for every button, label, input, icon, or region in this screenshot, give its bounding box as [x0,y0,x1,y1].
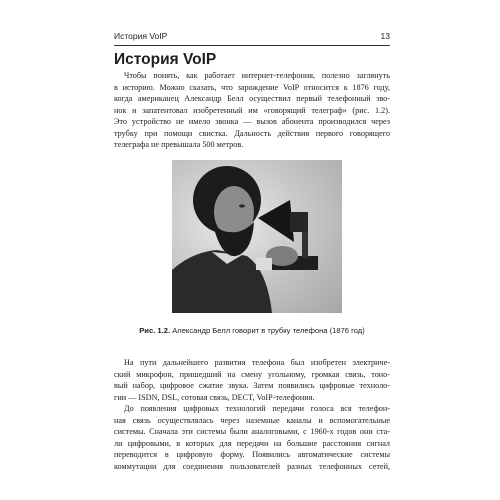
page-number: 13 [380,31,390,41]
paragraph-3-line: До появления цифровых технологий передачи голоса вся телефон- [124,404,390,413]
running-header-section: История VoIP [114,31,168,41]
figure-label: Рис. 1.2. [139,326,171,335]
paragraph-3-line: коммутации для соединения пользователей разных телефонных сетей, [114,461,390,471]
paragraph-2-line: ский микрофон, пришедший на смену угольному, громкая связь, тоно- [114,369,390,379]
header-divider [114,45,390,46]
paragraph-1-line: Чтобы понять, как работает интернет-телефония, полезно заглянуть [124,71,390,80]
paragraph-3-line: системы. Сначала эти системы были аналоговыми, с 1960-х годов они ста- [114,427,390,437]
paragraph-2-line: гии — ISDN, DSL, сотовая связь, DECT, VoIP-телефония. [114,392,315,402]
paragraph-2-line: вый набор, цифровое сжатие звука. Затем появились цифровые техноло- [114,381,390,391]
figure-photo-bell-telephone [172,160,342,313]
paragraph-1-line: телеграфа не превышала 500 метров. [114,140,244,150]
paragraph-3 [114,403,390,472]
figure-caption-text: Александр Белл говорит в трубку телефона (1876 год) [172,326,365,335]
running-header [114,31,390,41]
paragraph-1-line: трубку при помощи свистка. Дальность действия первого говорящего [114,128,390,138]
paragraph-2-line: На пути дальнейшего развития телефона был изобретен электриче- [124,358,390,367]
paragraph-1-line: нок и запатентовал изобретенный им «говорящий телеграф» (рис. 1.2). [114,105,390,115]
paragraph-3-line: ли цифровыми, в которых для передачи на большие расстояния сигнал [114,438,390,448]
paragraph-1 [114,70,390,151]
paragraph-2 [114,357,390,403]
paragraph-1-line: в историю. Можно сказать, что зарождение VoIP относится к 1876 году, [114,82,390,92]
paragraph-3-line: переводится в цифровую форму. Появились автоматические системы [114,450,390,460]
figure-caption [114,326,390,335]
paragraph-1-line: когда американец Александр Белл осуществил первый телефонный зво- [114,94,390,104]
paragraph-3-line: ная связь осуществлялась через наземные каналы и вспомогательные [114,415,390,425]
paragraph-1-line: Это устройство не имело звонка — вызов абонента производился через [114,117,390,127]
section-title: История VoIP [114,51,217,68]
photo-illustration [172,160,342,313]
